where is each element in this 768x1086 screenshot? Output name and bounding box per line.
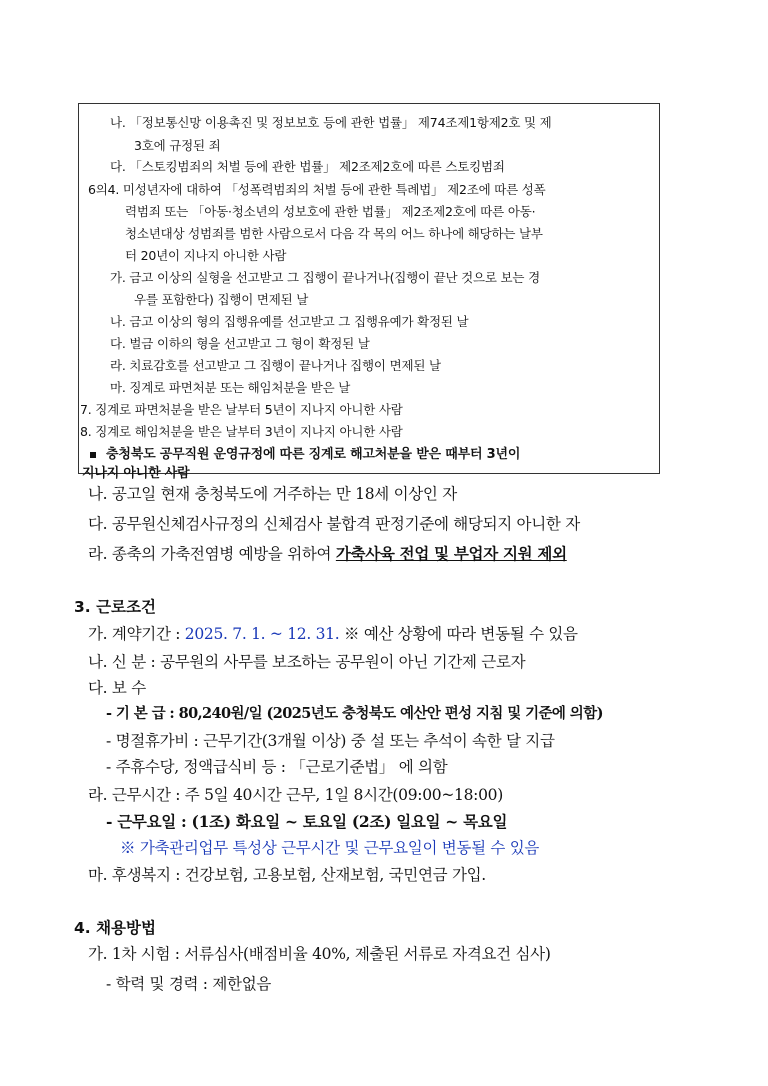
box-line: 나. 금고 이상의 형의 집행유예를 선고받고 그 집행유예가 확정된 날 bbox=[110, 314, 469, 329]
qualification-ra-text: 라. 종축의 가축전염병 예방을 위하여 bbox=[88, 545, 336, 563]
qualification-na: 나. 공고일 현재 충청북도에 거주하는 만 18세 이상인 자 bbox=[88, 485, 457, 503]
box-note bbox=[90, 443, 520, 462]
qualification-ra-underlined: 가축사육 전업 및 부업자 지원 제외 bbox=[335, 544, 567, 563]
pay-heading: 다. 보 수 bbox=[88, 679, 146, 697]
bullet-square-icon bbox=[90, 452, 96, 458]
box-line: 3호에 규정된 죄 bbox=[134, 138, 221, 153]
base-pay: - 기 본 급 : 80,240원/일 (2025년도 충청북도 예산안 편성 지침 및 기준에 의함) bbox=[106, 705, 603, 722]
holiday-pay: - 명절휴가비 : 근무기간(3개월 이상) 중 설 또는 추석이 속한 달 지급 bbox=[106, 732, 555, 750]
box-line: 다. 「스토킹범죄의 처벌 등에 관한 법률」 제2조제2호에 따른 스토킹범죄 bbox=[110, 159, 505, 174]
contract-label: 가. 계약기간 : bbox=[88, 625, 185, 643]
contract-note: ※ 예산 상황에 따라 변동될 수 있음 bbox=[339, 625, 578, 643]
box-line: 가. 금고 이상의 실형을 선고받고 그 집행이 끝나거나(집행이 끝난 것으로 보는 경 bbox=[110, 270, 540, 285]
qualification-da: 다. 공무원신체검사규정의 신체검사 불합격 판정기준에 해당되지 아니한 자 bbox=[88, 515, 580, 533]
box-line: 라. 치료감호를 선고받고 그 집행이 끝나거나 집행이 면제된 날 bbox=[110, 358, 441, 373]
box-line: 8. 징계로 해임처분을 받은 날부터 3년이 지나지 아니한 사람 bbox=[80, 424, 403, 439]
education: - 학력 및 경력 : 제한없음 bbox=[106, 975, 272, 993]
work-hours: 라. 근무시간 : 주 5일 40시간 근무, 1일 8시간(09:00~18:00) bbox=[88, 786, 503, 804]
contract-period bbox=[88, 622, 578, 644]
weekly-pay: - 주휴수당, 정액급식비 등 : 「근로기준법」 에 의함 bbox=[106, 758, 448, 776]
box-line: 터 20년이 지나지 아니한 사람 bbox=[125, 248, 287, 263]
section4-heading: 4. 채용방법 bbox=[74, 919, 156, 937]
box-line: 6의4. 미성년자에 대하여 「성폭력범죄의 처벌 등에 관한 특례법」 제2조에 따른 성폭 bbox=[88, 182, 546, 197]
box-line: 청소년대상 성범죄를 범한 사람으로서 다음 각 목의 어느 하나에 해당하는 날부 bbox=[125, 226, 543, 241]
section3-heading: 3. 근로조건 bbox=[74, 598, 156, 616]
box-line: 마. 징계로 파면처분 또는 해임처분을 받은 날 bbox=[110, 380, 351, 395]
qualification-ra bbox=[88, 542, 567, 564]
box-line: 우를 포함한다) 집행이 면제된 날 bbox=[134, 292, 309, 307]
status: 나. 신 분 : 공무원의 사무를 보조하는 공무원이 아닌 기간제 근로자 bbox=[88, 653, 526, 671]
welfare: 마. 후생복지 : 건강보험, 고용보험, 산재보험, 국민연금 가입. bbox=[88, 866, 486, 884]
box-note-cont: 지나지 아니한 사람 bbox=[82, 466, 190, 481]
box-line: 다. 벌금 이하의 형을 선고받고 그 형이 확정된 날 bbox=[110, 336, 370, 351]
box-line: 7. 징계로 파면처분을 받은 날부터 5년이 지나지 아니한 사람 bbox=[80, 402, 403, 417]
box-note-text: 충청북도 공무직원 운영규정에 따른 징계로 해고처분을 받은 때부터 3년이 bbox=[106, 447, 521, 462]
box-line: 나. 「정보통신망 이용촉진 및 정보보호 등에 관한 법률」 제74조제1항제2호 및 제 bbox=[110, 115, 552, 130]
work-note: ※ 가축관리업무 특성상 근무시간 및 근무요일이 변동될 수 있음 bbox=[120, 839, 540, 857]
work-days: - 근무요일 : (1조) 화요일 ~ 토요일 (2조) 일요일 ~ 목요일 bbox=[106, 812, 508, 831]
contract-period-value: 2025. 7. 1. ~ 12. 31. bbox=[184, 625, 340, 643]
box-line: 력범죄 또는 「아동·청소년의 성보호에 관한 법률」 제2조제2호에 따른 아동· bbox=[125, 204, 536, 219]
first-exam: 가. 1차 시험 : 서류심사(배점비율 40%, 제출된 서류로 자격요건 심사) bbox=[88, 945, 551, 963]
